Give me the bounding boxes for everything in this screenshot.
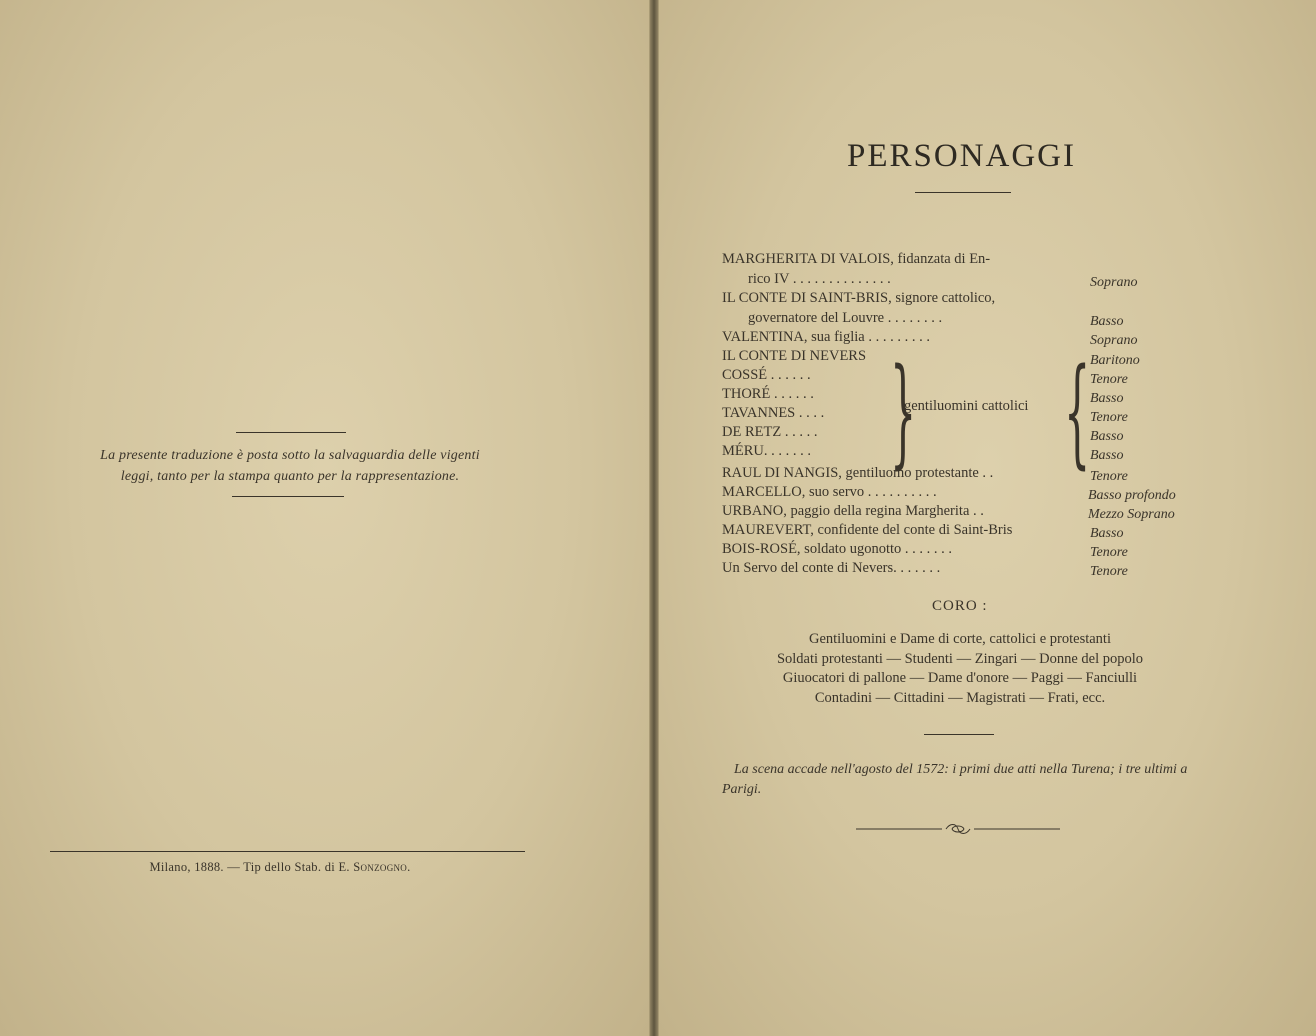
legal-notice-line1: La presente traduzione è posta sotto la salvaguardia delle vigenti [100, 448, 480, 463]
flourish-ornament-icon [856, 822, 1060, 836]
cast-line: DE RETZ . . . . . [722, 424, 818, 440]
cast-line: BOIS-ROSÉ, soldato ugonotto . . . . . . . [722, 541, 952, 557]
imprint [60, 860, 500, 875]
voice-type: Basso [1090, 526, 1124, 541]
imprint-prefix: Milano, 1888. — Tip dello Stab. di E. [149, 860, 354, 874]
chorus-list [700, 630, 1220, 708]
legal-notice [40, 445, 540, 487]
voice-type: Baritono [1090, 353, 1140, 368]
cast-line: COSSÉ . . . . . . [722, 367, 811, 383]
voice-type: Mezzo Soprano [1088, 507, 1175, 522]
left-brace: { [1064, 342, 1091, 480]
scene-note: La scena accade nell'agosto del 1572: i primi due atti nella Turena; i tre ultimi a Parigi. [722, 762, 1188, 797]
voice-type: Tenore [1090, 372, 1128, 387]
divider-top [236, 432, 346, 433]
cast-line: VALENTINA, sua figlia . . . . . . . . . [722, 329, 930, 345]
divider-bottom [232, 496, 344, 497]
book-gutter [650, 0, 658, 1036]
cast-line: MÉRU. . . . . . . [722, 443, 812, 459]
cast-line: THORÉ . . . . . . [722, 386, 814, 402]
cast-line: IL CONTE DI NEVERS [722, 348, 867, 364]
voice-type: Basso [1090, 391, 1124, 406]
voice-type: Tenore [1090, 410, 1128, 425]
cast-line: governatore del Louvre . . . . . . . . [748, 310, 943, 326]
voice-type: Soprano [1090, 275, 1138, 290]
right-brace: } [890, 342, 917, 480]
voice-type: Tenore [1090, 545, 1128, 560]
cast-line: TAVANNES . . . . [722, 405, 825, 421]
voice-type: Tenore [1090, 564, 1128, 579]
cast-line: MARGHERITA DI VALOIS, fidanzata di En- [722, 251, 991, 267]
imprint-rule [50, 851, 525, 852]
chorus-heading: CORO : [932, 598, 988, 614]
page-title [659, 138, 1264, 175]
voice-type: Basso [1090, 429, 1124, 444]
group-label: gentiluomini cattolici [904, 398, 1029, 414]
title-rule [915, 192, 1011, 193]
chorus-line: Contadini — Cittadini — Magistrati — Frati, ecc. [814, 689, 1106, 706]
cast-line: RAUL DI NANGIS, gentiluomo protestante . . [722, 465, 994, 481]
legal-notice-line2: leggi, tanto per la stampa quanto per la rappresentazione. [120, 469, 460, 484]
voice-type: Basso [1090, 314, 1124, 329]
cast-line: Un Servo del conte di Nevers. . . . . . . [722, 560, 941, 576]
voice-type: Soprano [1090, 333, 1138, 348]
cast-line: rico IV . . . . . . . . . . . . . . [748, 271, 891, 287]
chorus-line: Soldati protestanti — Studenti — Zingari — Donne del popolo [776, 650, 1144, 667]
page-title-text: PERSONAGGI [846, 138, 1077, 174]
voice-type: Basso profondo [1088, 488, 1176, 503]
chorus-line: Gentiluomini e Dame di corte, cattolici e protestanti [809, 631, 1111, 647]
cast-line: URBANO, paggio della regina Margherita . . [722, 503, 984, 519]
imprint-publisher: Sonzogno. [353, 860, 411, 874]
cast-line: MARCELLO, suo servo . . . . . . . . . . [722, 484, 937, 500]
left-page [0, 0, 650, 1036]
voice-type: Basso [1090, 448, 1124, 463]
cast-line: MAUREVERT, confidente del conte di Saint-Bris [722, 522, 1013, 538]
cast-line: IL CONTE DI SAINT-BRIS, signore cattolico, [722, 290, 996, 306]
voice-type: Tenore [1090, 469, 1128, 484]
scene-rule [924, 734, 994, 735]
chorus-line: Giuocatori di pallone — Dame d'onore — Paggi — Fanciulli [782, 670, 1138, 686]
